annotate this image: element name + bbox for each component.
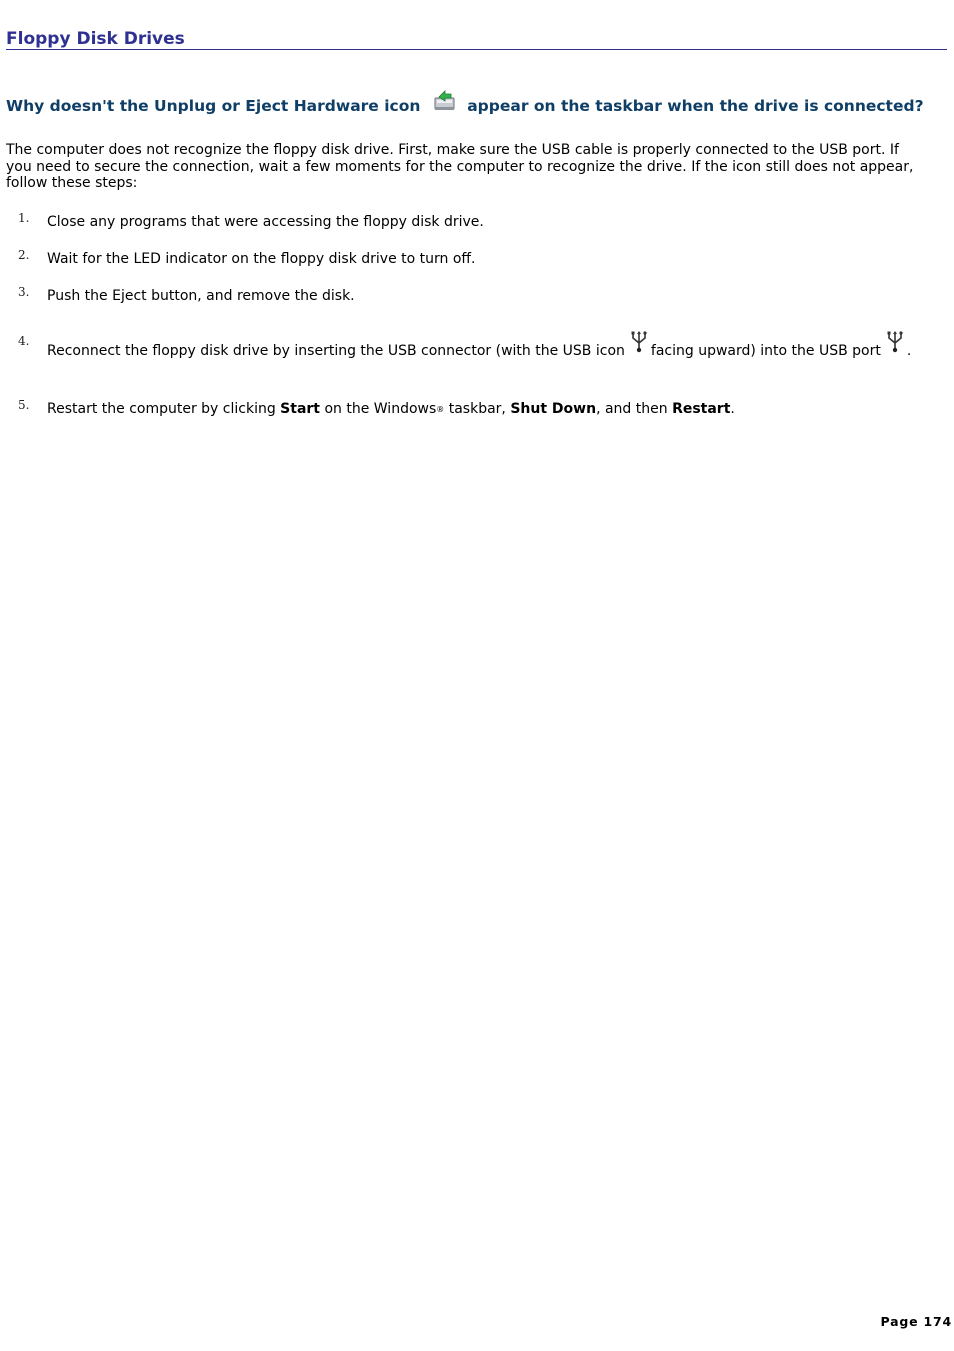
page-number: Page 174 bbox=[880, 1314, 952, 1329]
step-text: Push the Eject button, and remove the disk. bbox=[47, 288, 355, 304]
step-text: Close any programs that were accessing the floppy disk drive. bbox=[47, 214, 484, 230]
step-text bbox=[47, 331, 917, 365]
step-text-part: . bbox=[730, 401, 735, 417]
step-text-part: Restart the computer by clicking bbox=[47, 401, 276, 417]
step-number: 5. bbox=[18, 398, 30, 412]
question-text-after: appear on the taskbar when the drive is connected? bbox=[467, 97, 924, 115]
step-number: 2. bbox=[18, 248, 30, 262]
step-text: Wait for the LED indicator on the floppy disk drive to turn off. bbox=[47, 251, 476, 267]
step-text bbox=[47, 395, 917, 424]
step-text-part: Reconnect the floppy disk drive by inserting the USB connector (with the USB icon bbox=[47, 343, 625, 359]
step-text-part: on the Windows bbox=[324, 401, 437, 417]
step-text-part: . bbox=[906, 343, 912, 359]
step-number: 1. bbox=[18, 211, 30, 225]
unplug-eject-hardware-icon bbox=[432, 88, 458, 114]
usb-icon bbox=[886, 331, 904, 353]
usb-icon bbox=[630, 331, 648, 353]
step-text-part: facing upward) into the USB port bbox=[650, 343, 881, 359]
page-title: Floppy Disk Drives bbox=[6, 29, 947, 50]
step-number: 4. bbox=[18, 334, 30, 348]
restart-label: Restart bbox=[672, 401, 731, 417]
shut-down-label: Shut Down bbox=[510, 401, 597, 417]
registered-mark: ® bbox=[436, 405, 445, 414]
intro-paragraph: The computer does not recognize the floppy disk drive. First, make sure the USB cable is properly connected to the USB port. If you need to secure the connection, wait a few moments for the computer to recognize the drive. If the icon still does not appear, follow these steps: bbox=[6, 142, 914, 191]
question-text-before: Why doesn't the Unplug or Eject Hardware icon bbox=[6, 97, 421, 115]
step-number: 3. bbox=[18, 285, 30, 299]
step-text-part: taskbar, bbox=[448, 401, 506, 417]
step-text-part: , and then bbox=[596, 401, 668, 417]
faq-question bbox=[6, 88, 951, 120]
start-label: Start bbox=[280, 401, 320, 417]
